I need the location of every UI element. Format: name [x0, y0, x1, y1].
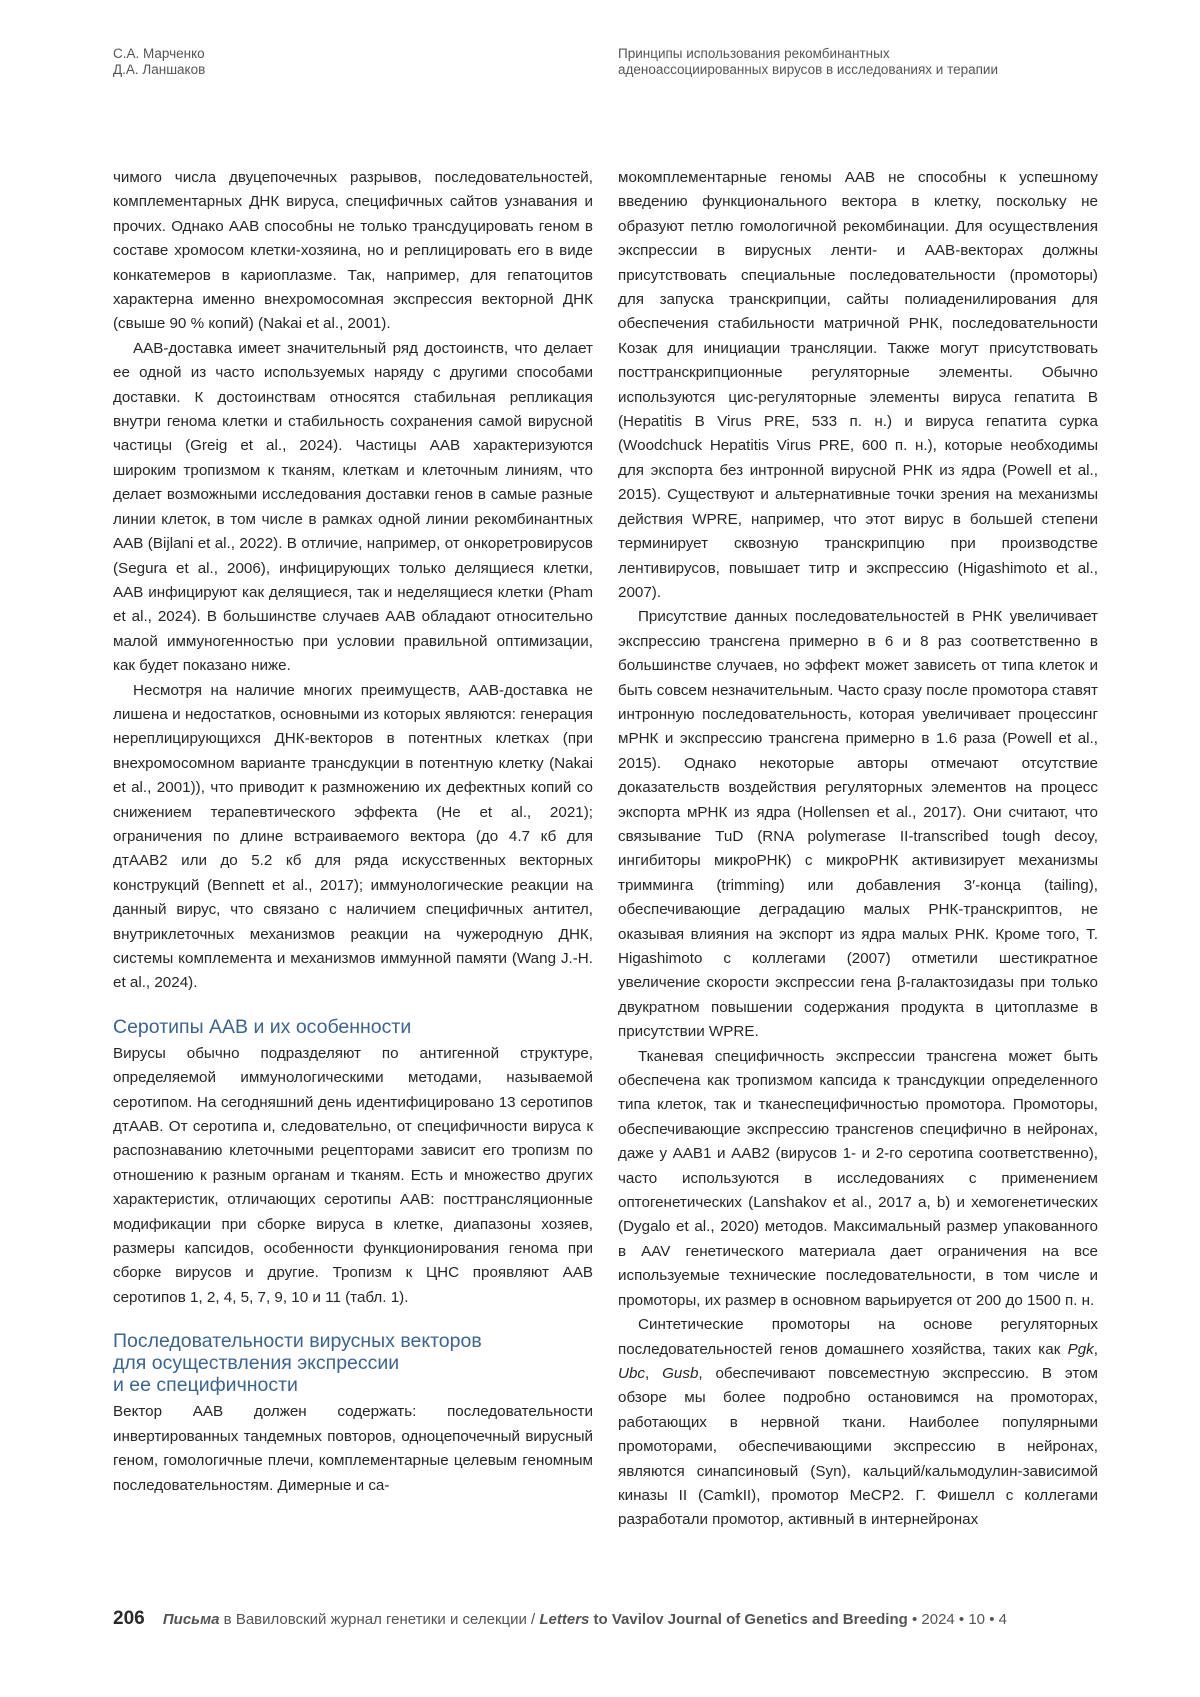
running-title-line: Принципы использования рекомбинантных	[618, 46, 890, 61]
section-heading-serotypes: Серотипы ААВ и их особенности	[113, 1015, 412, 1038]
page-number: 206	[113, 1608, 145, 1629]
paragraph: мокомплементарные геномы ААВ не способны к успешному введению функционального вектора в клетку, поскольку не образуют петлю гомологичной рекомбинации. Для осуществления экспрессии в вирусных ленти- и ААВ-векторах должны присутствовать специальные последовательности (промоторы) для запуска транскрипции, сайты полиаденилирования для обеспечения стабильности матричной РНК, последовательности Козак для инициации трансляции. Также могут присутствовать посттранскрипционные регуляторные элементы. Обычно используются цис-регуляторные элементы вируса гепатита В (Hepatitis B Virus PRE, 533 п. н.) и вируса гепатита сурка (Woodchuck Hepatitis Virus PRE, 600 п. н.), которые необходимы для экспорта без интронной вирусной РНК из ядра (Powell et al., 2015). Существуют и альтернативные точки зрения на механизмы действия WPRE, например, что этот вирус в большей степени терминирует сквозную транскрипцию при производстве лентивирусов, повышает титр и экспрессию (Higashimoto et al., 2007).	[618, 169, 1098, 601]
right-column	[618, 166, 1098, 1533]
journal-title-part: Письма	[162, 1611, 220, 1628]
paragraph	[618, 1313, 1098, 1533]
running-header-authors	[113, 46, 205, 78]
journal-title-part: Letters	[539, 1611, 590, 1628]
gene-name: Ubc	[618, 1364, 646, 1382]
running-header-title	[618, 46, 998, 78]
issue-info: • 2024 • 10 • 4	[907, 1611, 1007, 1628]
author-name: Д.А. Ланшаков	[113, 62, 206, 77]
text-run: Синтетические промоторы на основе регуляторных последовательностей генов домашнего хозяйства, таких как	[618, 1316, 1098, 1358]
journal-title	[163, 1611, 1007, 1628]
text-run: ,	[1093, 1340, 1098, 1358]
author-name: С.А. Марченко	[113, 46, 205, 61]
heading-line: и ее специфичности	[113, 1374, 298, 1397]
paragraph: Вирусы обычно подразделяют по антигенной структуре, определяемой иммунологическими методами, называемой серотипом. На сегодняшний день идентифицировано 13 серотипов дтААВ. От серотипа и, следовательно, от специфичности вируса к распознаванию клеточными рецепторами зависит его тропизм по отношению к разным органам и тканям. Есть и множество других характеристик, отличающих серотипы ААВ: посттрансляционные модификации при сборке вируса в клетке, диапазоны хозяев, размеры капсидов, особенности функционирования генома при сборке вирусов и другие. Тропизм к ЦНС проявляют ААВ серотипов 1, 2, 4, 5, 7, 9, 10 и 11 (табл. 1).	[113, 1044, 593, 1306]
text-run: ,	[645, 1364, 663, 1382]
text-run: , обеспечивают повсеместную экспрессию. В этом обзоре мы более подробно остановимся на промоторах, работающих в нервной ткани. Наиболее популярными промоторами, обеспечивающими экспрессию в нейронах, являются синапсиновый (Syn), кальций/кальмодулин-зависимой киназы II (CamkII), промотор MeCP2. Г. Фишелл с коллегами разработали промотор, активный в интернейронах	[618, 1364, 1098, 1529]
running-title-line: аденоассоциированных вирусов в исследованиях и терапии	[618, 62, 999, 77]
journal-title-part: в Вавиловский журнал генетики и селекции /	[219, 1611, 540, 1628]
heading-line: Последовательности вирусных векторов	[113, 1330, 482, 1353]
paragraph: Несмотря на наличие многих преимуществ, ААВ-доставка не лишена и недостатков, основными из которых являются: генерация нереплицирующихся ДНК-векторов в потентных клетках (при внехромосомном варианте трансдукции в потентную клетку (Nakai et al., 2001)), что приводит к размножению их дефектных копий со снижением терапевтического эффекта (He et al., 2021); ограничения по длине встраиваемого вектора (до 4.7 кб для дтААВ2 или до 5.2 кб для ряда искусственных векторных конструкций (Bennett et al., 2017); иммунологические реакции на данный вирус, что связано с наличием специфичных антител, внутриклеточных механизмов реакции на чужеродную ДНК, системы комплемента и механизмов иммунной памяти (Wang J.-H. et al., 2024).	[113, 681, 593, 992]
heading-line: для осуществления экспрессии	[113, 1352, 400, 1375]
left-column	[113, 166, 593, 1498]
gene-name: Gusb	[662, 1364, 699, 1382]
paragraph: Тканевая специфичность экспрессии трансгена может быть обеспечена как тропизмом капсида к трансдукции определенного типа клеток, так и тканеспецифичностью промотора. Промоторы, обеспечивающие экспрессию трансгенов специфично в нейронах, даже у ААВ1 и ААВ2 (вирусов 1- и 2-го серотипа соответственно), часто используются в исследованиях с применением оптогенетических (Lanshakov et al., 2017 a, b) и хемогенетических (Dygalo et al., 2020) методов. Максимальный размер упакованного в AAV генетического материала дает ограничения на все используемые технические последовательности, в том числе и промоторы, их размер в основном варьируется от 200 до 1500 п. н.	[618, 1047, 1098, 1309]
journal-title-part: to Vavilov Journal of Genetics and Breeding	[589, 1611, 908, 1628]
section-heading-sequences	[113, 1330, 593, 1396]
gene-name: Pgk	[1067, 1340, 1094, 1358]
paragraph: чимого числа двуцепочечных разрывов, последовательностей, комплементарных ДНК вируса, специфичных сайтов узнавания и прочих. Однако ААВ способны не только трансдуцировать геном в составе хромосом клетки-хозяина, но и реплицировать его в виде конкатемеров в кариоплазме. Так, например, для гепатоцитов характерна именно внехромосомная экспрессия векторной ДНК (свыше 90 % копий) (Nakai et al., 2001).	[113, 169, 593, 333]
paragraph: Вектор ААВ должен содержать: последовательности инвертированных тандемных повторов, одноцепочечный вирусный геном, гомологичные плечи, комплементарные целевым геномным последовательностям. Димерные и са-	[113, 1403, 593, 1494]
page-footer	[113, 1609, 1093, 1630]
paragraph: Присутствие данных последовательностей в РНК увеличивает экспрессию трансгена примерно в 6 и 8 раз соответственно в большинстве случаев, но эффект может зависеть от типа клеток и быть совсем незначительным. Часто сразу после промотора ставят интронную последовательность, которая увеличивает процессинг мРНК и экспрессию трансгена примерно в 1.6 раза (Powell et al., 2015). Однако некоторые авторы отмечают отсутствие доказательств воздействия регуляторных элементов на процесс экспорта мРНК из ядра (Hollensen et al., 2017). Они считают, что связывание TuD (RNA polymerase II-transcribed tough decoy, ингибиторы микроРНК) с микроРНК активизирует механизмы тримминга (trimming) или добавления 3′-конца (tailing), обеспечивающие деградацию малых РНК-транскриптов, не оказывая влияния на экспорт из ядра малых РНК. Кроме того, T. Higashimoto с коллегами (2007) отметили шестикратное увеличение скорости экспрессии гена β-галактозидазы при только двукратном повышении содержания продукта в цитоплазме в присутствии WPRE.	[618, 608, 1098, 1041]
paragraph: ААВ-доставка имеет значительный ряд достоинств, что делает ее одной из часто используемых наряду с другими способами доставки. К достоинствам относятся стабильная репликация внутри генома клетки и стабильность сохранения самой вирусной частицы (Greig et al., 2024). Частицы ААВ характеризуются широким тропизмом к тканям, клеткам и клеточным линиям, что делает возможными исследования доставки генов в самые разные линии клеток, в том числе в рамках одной линии рекомбинантных ААВ (Bijlani et al., 2022). В отличие, например, от онкоретровирусов (Segura et al., 2006), инфицирующих только делящиеся клетки, ААВ инфицируют как делящиеся, так и неделящиеся клетки (Pham et al., 2024). В большинстве случаев ААВ обладают относительно малой иммуногенностью при условии правильной оптимизации, как будет показано ниже.	[113, 339, 593, 675]
